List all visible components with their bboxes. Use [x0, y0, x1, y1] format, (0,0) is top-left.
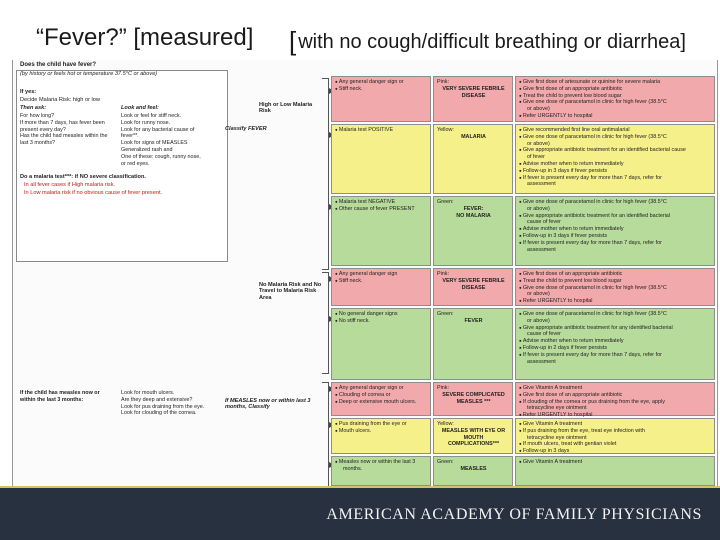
bullet-icon: ● — [519, 298, 523, 304]
assess-malaria-test: Do a malaria test***: if NO severe classification. — [20, 174, 146, 180]
class-name: FEVER — [464, 317, 483, 324]
bullet-icon: ● — [519, 239, 523, 245]
bullet-icon: ● — [519, 324, 523, 330]
treatment-item: If fever is present every day for more than 7 days, refer for — [522, 239, 662, 246]
treatment-item: Refer URGENTLY to hospital — [522, 298, 593, 305]
footer-org-name: AMERICAN ACADEMY OF FAMILY PHYSICIANS — [326, 506, 702, 523]
sign-item: Pus draining from the eye or — [338, 421, 407, 427]
sign-item: Any general danger sign or — [338, 385, 404, 391]
class-name: DISEASE — [461, 92, 486, 99]
look-item: Look for signs of MEASLES — [121, 140, 188, 147]
look-item: One of these: cough, runny nose, — [121, 153, 201, 160]
class-name: SEVERE COMPLICATED — [442, 391, 505, 398]
malaria-item: In all fever cases if High malaria risk. — [24, 182, 116, 188]
row-5-signs-cell — [331, 382, 431, 416]
treatment-item: Give first dose of an appropriate antibiotic — [522, 391, 623, 398]
sign-item: Other cause of fever PRESENT — [338, 205, 415, 212]
measles-look-list — [121, 390, 204, 417]
row-7-treatment-cell — [515, 456, 715, 486]
bullet-icon: ● — [335, 421, 339, 426]
bullet-icon: ● — [519, 391, 523, 397]
assess-then-ask: Then ask: — [20, 105, 47, 111]
bullet-icon: ● — [519, 99, 523, 105]
class-name: DISEASE — [461, 284, 486, 291]
bullet-icon: ● — [519, 427, 523, 433]
treatment-item: or above) — [527, 291, 550, 298]
treatment-item: If fever is present every day for more than 7 days, refer for — [522, 351, 662, 358]
bullet-icon: ● — [335, 391, 339, 397]
treatment-item: or above) — [527, 140, 550, 147]
class-header: Green: — [437, 199, 454, 205]
subtitle-text: with no cough/difficult breathing or diarrhea] — [298, 31, 686, 53]
treatment-item: Give first dose of artesunate or quinine for severe malaria — [522, 79, 661, 85]
assess-question: Does the child have fever? — [20, 62, 97, 68]
look-item: Look for runny nose. — [121, 119, 171, 126]
sign-item: No stiff neck. — [338, 317, 370, 324]
bullet-icon: ● — [519, 271, 523, 276]
treatment-item: Give one dose of paracetamol in clinic for high fever (38.5°C — [522, 133, 667, 140]
treatment-item: assessment — [527, 181, 556, 188]
sign-item: No general danger signs — [338, 311, 398, 317]
row-4-classification-cell — [433, 308, 513, 380]
sign-item: months. — [343, 465, 363, 472]
ask-item: Has the child had measles within the — [20, 133, 108, 140]
bracket-malaria-risk — [322, 78, 329, 270]
row-6-treatment-cell — [515, 418, 715, 454]
class-header: Green: — [437, 311, 454, 317]
assess-look-list — [121, 113, 201, 167]
treatment-item: Give one dose of paracetamol in clinic for high fever (38.5°C — [522, 284, 667, 291]
row-3-treatment-cell — [515, 268, 715, 306]
treatment-item: Refer URGENTLY to hospital — [522, 112, 593, 119]
treatment-item: If pus draining from the eye, treat eye infection with — [522, 427, 645, 434]
bullet-icon: ● — [519, 133, 523, 139]
assess-look-feel: Look and feel: — [121, 105, 159, 111]
treatment-item: or above) — [527, 205, 550, 212]
bullet-icon: ● — [519, 167, 523, 173]
class-name: COMPLICATIONS*** — [447, 441, 500, 448]
bullet-icon: ● — [519, 344, 523, 350]
treatment-item: Give first dose of an appropriate antibiotic — [522, 85, 623, 92]
bullet-icon: ● — [335, 205, 339, 211]
sign-item: Mouth ulcers. — [338, 427, 372, 434]
class-header: Yellow: — [437, 421, 454, 427]
subtitle-bracket: [ — [289, 26, 297, 56]
row-7-classification-cell — [433, 456, 513, 486]
measles-look-item: Look for mouth ulcers. — [121, 390, 175, 396]
treatment-item: or above) — [527, 106, 550, 113]
bullet-icon: ● — [519, 232, 523, 238]
class-name: MALARIA — [461, 133, 486, 140]
treatment-item: assessment — [527, 358, 556, 365]
class-name: MOUTH — [463, 434, 484, 441]
bullet-icon: ● — [519, 398, 523, 404]
sign-item: Clouding of cornea or — [338, 391, 391, 398]
row-4-treatment-cell — [515, 308, 715, 380]
bullet-icon: ● — [335, 459, 339, 464]
bullet-icon: ● — [519, 448, 523, 454]
treatment-item: Give Vitamin A treatment — [522, 385, 583, 391]
class-name: VERY SEVERE FEBRILE — [442, 277, 505, 284]
sign-item: Any general danger sign — [338, 271, 398, 277]
row-0-treatment-cell — [515, 76, 715, 122]
branch-high-risk: High or Low Malaria Risk — [259, 102, 313, 115]
class-name: NO MALARIA — [456, 212, 491, 219]
bullet-icon: ● — [335, 85, 339, 91]
bullet-icon: ● — [519, 421, 523, 426]
bullet-icon: ● — [519, 212, 523, 218]
bracket-measles — [322, 382, 329, 486]
sign-item: Any general danger sign or — [338, 79, 404, 85]
slide-subtitle — [289, 26, 686, 57]
treatment-item: cause of fever — [527, 331, 561, 338]
row-1-treatment-cell — [515, 124, 715, 194]
bullet-icon: ● — [519, 441, 523, 447]
bullet-icon: ● — [519, 385, 523, 390]
treatment-item: Follow-up in 3 days — [522, 448, 570, 455]
bullet-icon: ● — [519, 112, 523, 118]
row-2-treatment-cell — [515, 196, 715, 266]
bullet-icon: ● — [519, 160, 523, 166]
treatment-item: tetracycline eye ointment — [527, 434, 587, 441]
measles-look-item: Look for pus draining from the eye. — [121, 403, 205, 410]
class-header: Pink: — [437, 79, 449, 85]
look-item: Generalized rash and — [121, 146, 173, 153]
bullet-icon: ● — [519, 277, 523, 283]
bullet-icon: ● — [335, 311, 339, 316]
treatment-item: cause of fever — [527, 219, 561, 226]
class-name: MEASLES WITH EYE OR — [441, 427, 506, 434]
class-name: MEASLES — [460, 465, 487, 472]
row-3-signs-cell — [331, 268, 431, 306]
treatment-item: tetracycline eye ointment — [527, 405, 587, 412]
class-name: VERY SEVERE FEBRILE — [442, 85, 505, 92]
bullet-icon: ● — [335, 277, 339, 283]
sign-item: Malaria test NEGATIVE — [338, 199, 396, 205]
row-2-classification-cell — [433, 196, 513, 266]
bullet-icon: ● — [335, 317, 339, 323]
bullet-icon: ● — [519, 127, 523, 132]
branch-classify-fever: Classify FEVER — [225, 126, 267, 132]
bullet-icon: ● — [519, 226, 523, 232]
measles-look-item: Look for clouding of the cornea. — [121, 410, 197, 417]
assess-if-yes: If yes: — [20, 89, 37, 95]
treatment-item: Give appropriate antibiotic treatment for an identified bacterial cause — [522, 147, 686, 154]
treatment-item: Give one dose of paracetamol in clinic for high fever (38.5°C — [522, 311, 667, 317]
class-name: MEASLES *** — [456, 398, 491, 405]
row-5-treatment-cell — [515, 382, 715, 419]
row-6-signs-cell — [331, 418, 431, 454]
branch-no-risk: No Malaria Risk and No Travel to Malaria Risk Area — [259, 282, 322, 301]
bullet-icon: ● — [519, 92, 523, 98]
row-0-classification-cell — [433, 76, 513, 122]
branch-classify-measles: If MEASLES now or within last 3 months, Classify — [225, 398, 311, 411]
bullet-icon: ● — [519, 174, 523, 180]
treatment-item: Give one dose of paracetamol in clinic for high fever (38.5°C — [522, 99, 667, 106]
bullet-icon: ● — [335, 79, 339, 84]
class-header: Yellow: — [437, 127, 454, 133]
look-item: Look or feel for stiff neck. — [121, 113, 182, 119]
bullet-icon: ● — [519, 412, 523, 418]
treatment-item: Follow-up in 2 days if fever persists — [522, 344, 608, 351]
measles-look-item: Are they deep and extensive? — [121, 396, 193, 403]
row-1-signs-cell — [331, 124, 431, 194]
class-name: FEVER: — [463, 205, 484, 212]
bullet-icon: ● — [335, 271, 339, 276]
malaria-item: In Low malaria risk if no obvious cause of fever present. — [24, 190, 163, 196]
row-1-classification-cell — [433, 124, 513, 194]
look-item: Look for any bacterial cause of — [121, 126, 195, 133]
ask-item: last 3 months? — [20, 140, 56, 147]
row-7-signs-cell — [331, 456, 431, 486]
class-header: Green: — [437, 459, 454, 465]
row-4-signs-cell — [331, 308, 431, 380]
look-item: fever**. — [121, 133, 139, 140]
treatment-item: Give first dose of an appropriate antibiotic — [522, 271, 623, 277]
assess-decide: Decide Malaria Risk: high or low — [20, 97, 100, 103]
treatment-item: Treat the child to prevent low blood sugar — [522, 92, 622, 99]
treatment-item: Advise mother when to return immediately — [522, 160, 624, 167]
assess-question-note: (by history or feels hot or temperature 37.5°C or above) — [20, 71, 158, 77]
row-0-signs-cell — [331, 76, 431, 122]
bullet-icon: ● — [519, 459, 523, 464]
bullet-icon: ● — [519, 85, 523, 91]
ask-item: present every day? — [20, 126, 66, 133]
treatment-item: of fever — [527, 154, 545, 161]
class-header: Pink: — [437, 271, 449, 277]
treatment-item: If clouding of the cornea or pus draining from the eye, apply — [522, 398, 665, 405]
bullet-icon: ● — [519, 199, 523, 204]
bullet-icon: ● — [519, 338, 523, 344]
slide-title-bar — [0, 0, 720, 58]
bullet-icon: ● — [335, 199, 339, 204]
ask-item: If more than 7 days, has fever been — [20, 119, 105, 126]
assess-ask-list — [20, 113, 108, 147]
treatment-item: Give Vitamin A treatment — [522, 421, 583, 427]
sign-item: Measles now or within the last 3 — [338, 459, 416, 465]
treatment-item: Follow-up in 3 days if fever persists — [522, 232, 608, 239]
treatment-item: If mouth ulcers, treat with gentian violet — [522, 441, 617, 448]
row-3-classification-cell — [433, 268, 513, 306]
look-item: or red eyes. — [121, 160, 150, 167]
footer-bar — [0, 486, 720, 540]
bullet-icon: ● — [519, 311, 523, 316]
treatment-item: or above) — [527, 317, 550, 324]
treatment-item: Give one dose of paracetamol in clinic for high fever (38.5°C — [522, 199, 667, 205]
treatment-item: Advise mother when to return immediately — [522, 226, 624, 233]
bullet-icon: ● — [335, 398, 339, 404]
bullet-icon: ● — [335, 127, 339, 132]
treatment-item: Give recommended first line oral antimalarial — [522, 127, 630, 133]
bullet-icon: ● — [519, 284, 523, 290]
sign-item: Deep or extensive mouth ulcers. — [338, 398, 417, 405]
row-6-classification-cell — [433, 418, 513, 454]
treatment-item: If fever is present every day for more than 7 days, refer for — [522, 174, 662, 181]
sign-item: Stiff neck. — [338, 277, 363, 284]
treatment-item: Follow-up in 3 days if fever persists — [522, 167, 608, 174]
treatment-item: Refer URGENTLY to hospital — [522, 412, 593, 419]
treatment-item: Treat the child to prevent low blood sugar — [522, 277, 622, 284]
treatment-item: Advise mother when to return immediately — [522, 338, 624, 345]
class-header: Pink: — [437, 385, 449, 391]
bullet-icon: ● — [519, 351, 523, 357]
sign-item: Stiff neck. — [338, 85, 363, 92]
bullet-icon: ● — [335, 427, 339, 433]
bullet-icon: ● — [519, 79, 523, 84]
treatment-item: Give appropriate antibiotic treatment for an identified bacterial — [522, 212, 671, 219]
sign-item: Malaria test POSITIVE — [338, 127, 394, 133]
imci-fever-chart — [12, 60, 718, 486]
ask-item: For how long? — [20, 113, 55, 119]
treatment-item: Give Vitamin A treatment — [522, 459, 583, 465]
slide-title: “Fever?” [measured] — [36, 24, 254, 51]
bullet-icon: ● — [519, 147, 523, 153]
treatment-item: Give appropriate antibiotic treatment for any identified bacterial — [522, 324, 673, 331]
bracket-no-risk — [322, 272, 329, 374]
treatment-item: assessment — [527, 246, 556, 253]
bullet-icon: ● — [335, 385, 339, 390]
measles-question: If the child has measles now or within the last 3 months: — [20, 390, 100, 403]
row-2-signs-cell — [331, 196, 431, 266]
footer-accent-line — [0, 486, 720, 488]
row-5-classification-cell — [433, 382, 513, 416]
